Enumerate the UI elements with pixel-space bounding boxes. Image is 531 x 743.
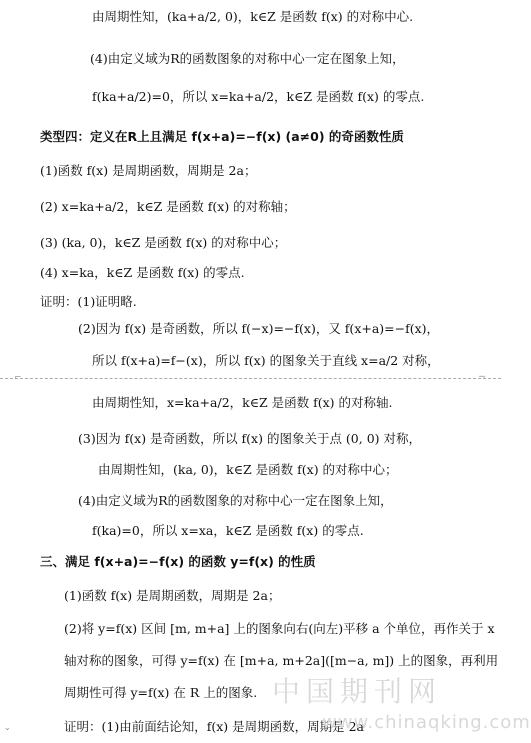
watermark-url: www.chinaqking.com: [322, 712, 531, 733]
section-heading: 类型四：定义在R上且满足 f(x+a)=−f(x) (a≠0) 的奇函数性质: [40, 129, 404, 144]
text-line: 轴对称的图象，可得 y=f(x) 在 [m+a, m+2a]([m−a, m]) 上的图象，再利用: [64, 653, 499, 668]
text-line: 由周期性知，x=ka+a/2，k∈Z 是函数 f(x) 的对称轴.: [92, 395, 393, 410]
text-line: 由周期性知，(ka, 0)，k∈Z 是函数 f(x) 的对称中心；: [98, 462, 398, 477]
watermark-cn: 中国期刊网: [272, 675, 443, 708]
margin-tick-mark: ⌄: [4, 723, 11, 732]
text-line: f(ka+a/2)=0，所以 x=ka+a/2，k∈Z 是函数 f(x) 的零点.: [92, 89, 425, 104]
page-corner-mark: ⌐: [14, 373, 22, 383]
text-line: 由周期性知，(ka+a/2, 0)，k∈Z 是函数 f(x) 的对称中心.: [92, 9, 414, 24]
text-line: (1)函数 f(x) 是周期函数，周期是 2a；: [64, 588, 281, 603]
page-break-divider: [0, 378, 501, 379]
text-line: 所以 f(x+a)=f−(x)，所以 f(x) 的图象关于直线 x=a/2 对称，: [92, 353, 440, 368]
text-line: 证明：(1)证明略.: [40, 294, 137, 309]
text-line: (1)函数 f(x) 是周期函数，周期是 2a；: [40, 163, 257, 178]
text-line: (4) x=ka，k∈Z 是函数 f(x) 的零点.: [40, 265, 245, 280]
text-line: (4)由定义域为R的函数图象的对称中心一定在图象上知，: [78, 493, 393, 508]
page-corner-mark: ¬: [478, 373, 486, 383]
text-line: (3) (ka, 0)，k∈Z 是函数 f(x) 的对称中心；: [40, 235, 287, 250]
text-line: (4)由定义域为R的函数图象的对称中心一定在图象上知，: [90, 51, 405, 66]
text-line: 证明：(1)由前面结论知，f(x) 是周期函数，周期是 2a: [64, 719, 364, 734]
text-line: (2)将 y=f(x) 区间 [m, m+a] 上的图象向右(向左)平移 a 个单位，再作关于 x: [64, 621, 495, 636]
text-line: (2)因为 f(x) 是奇函数，所以 f(−x)=−f(x)，又 f(x+a)=−f(x)，: [78, 321, 440, 336]
text-line: (2) x=ka+a/2，k∈Z 是函数 f(x) 的对称轴；: [40, 199, 296, 214]
section-heading: 三、满足 f(x+a)=−f(x) 的函数 y=f(x) 的性质: [40, 554, 316, 569]
text-line: (3)因为 f(x) 是奇函数，所以 f(x) 的图象关于点 (0, 0) 对称，: [78, 431, 422, 446]
text-line: f(ka)=0，所以 x=xa，k∈Z 是函数 f(x) 的零点.: [92, 523, 364, 538]
text-line: 周期性可得 y=f(x) 在 R 上的图象.: [64, 685, 258, 700]
